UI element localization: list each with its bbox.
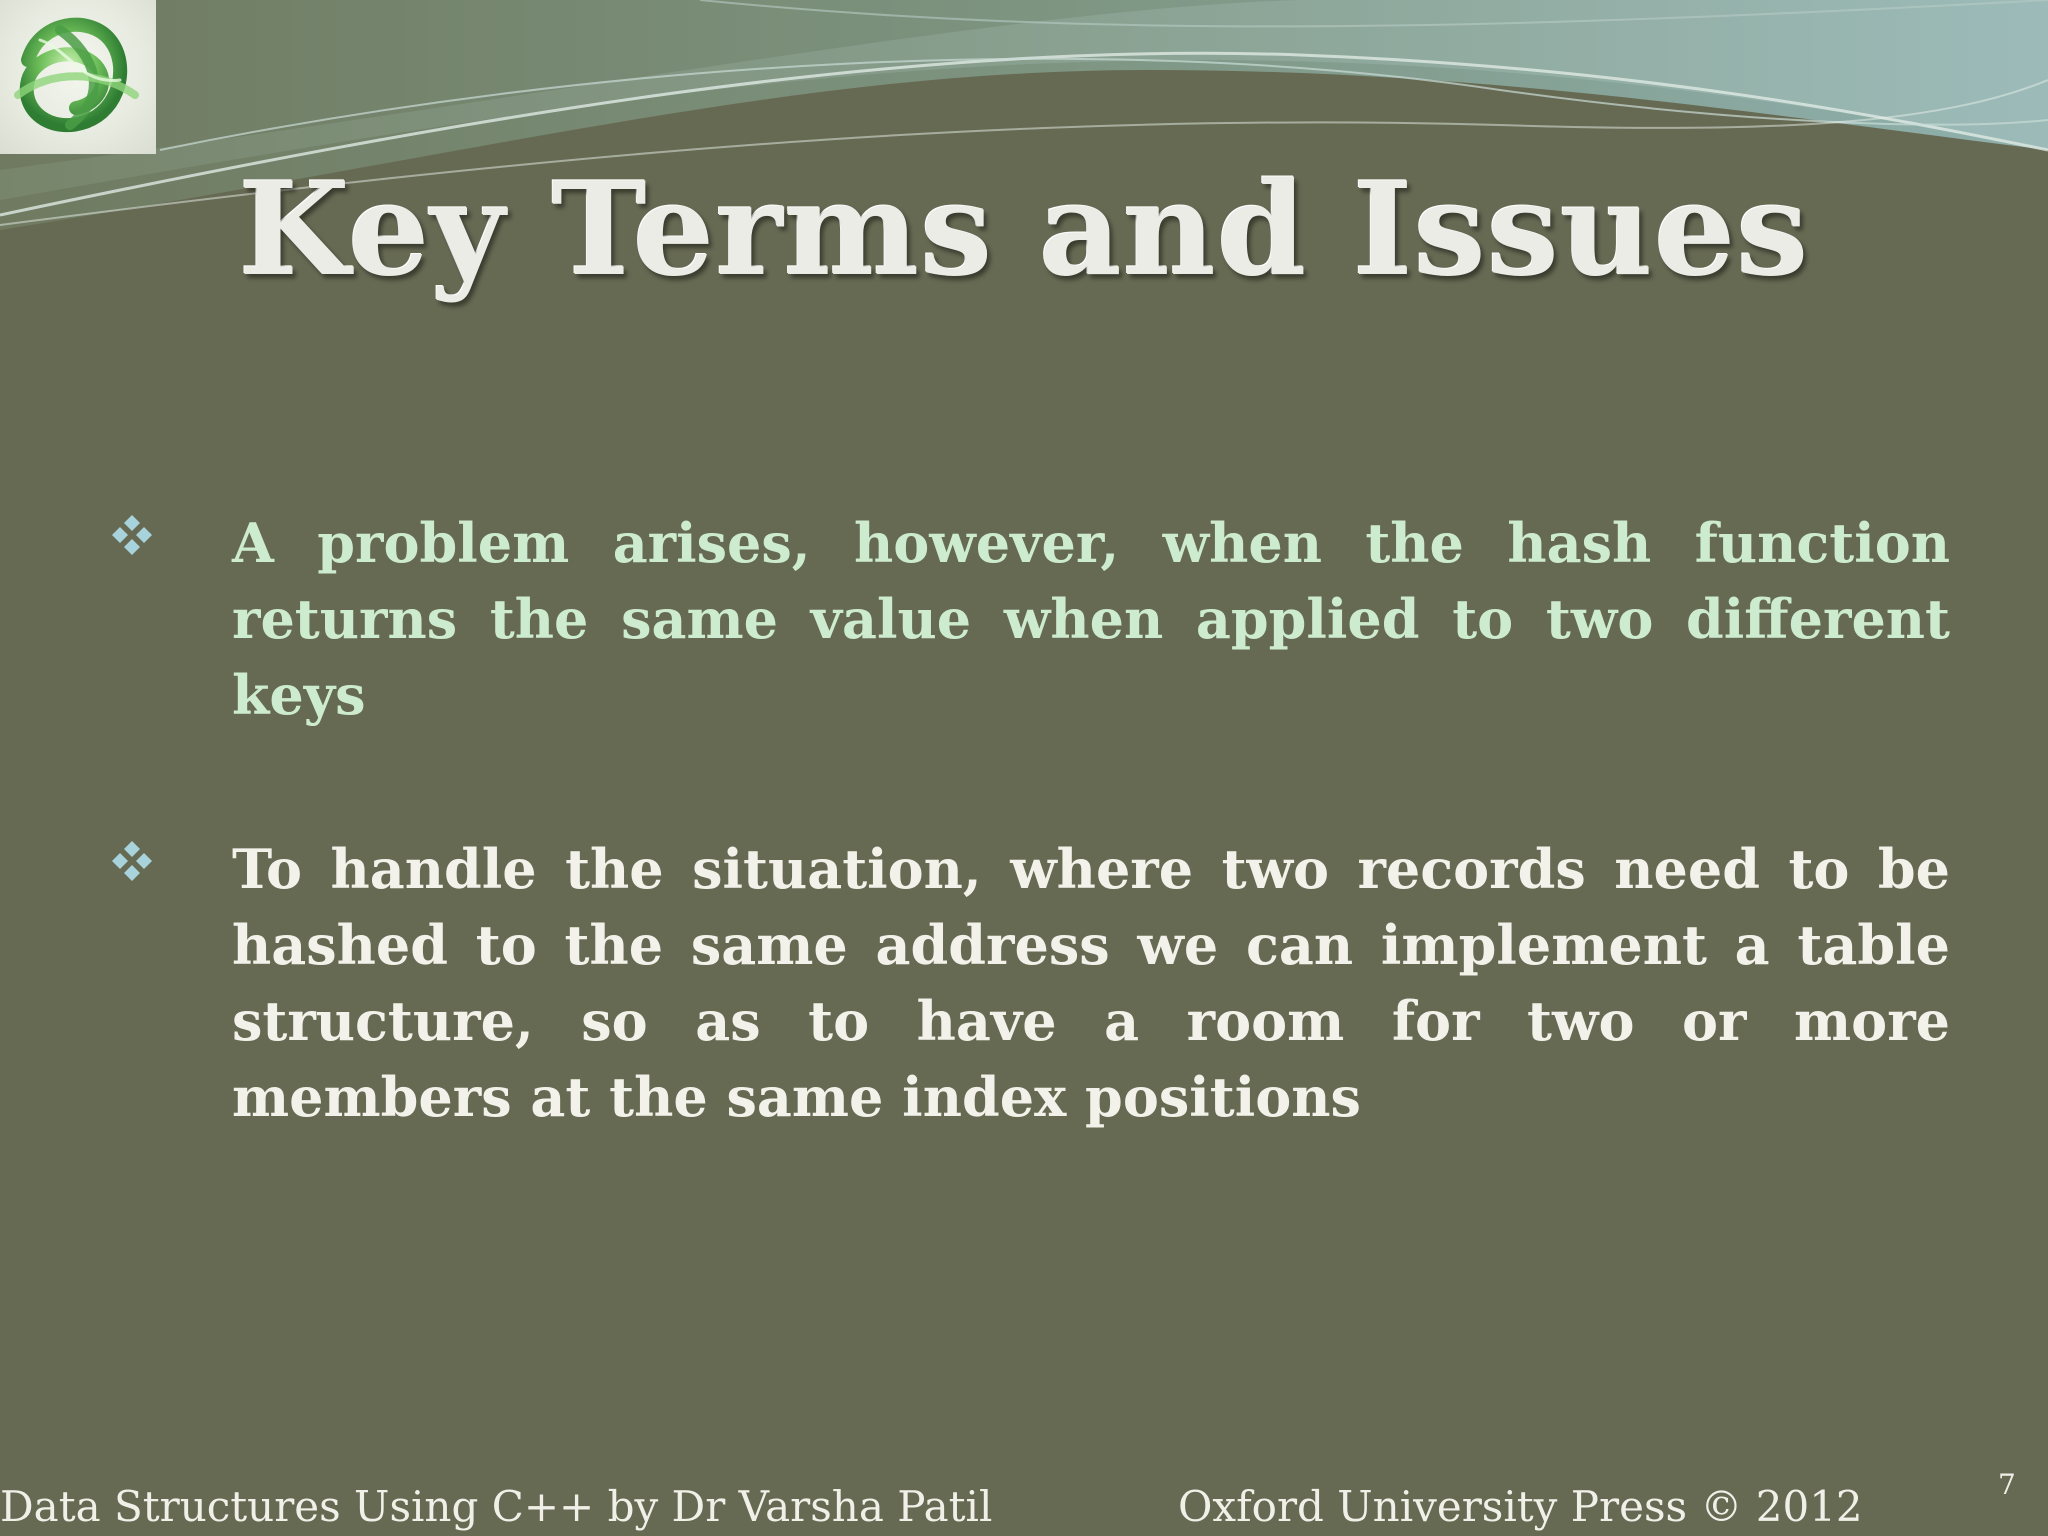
diamond-four-petal-bullet-icon — [110, 513, 154, 557]
bullet-item — [110, 831, 1950, 1135]
footer-book-title: Data Structures Using C++ by Dr Varsha Patil — [0, 1482, 993, 1531]
bullet-list — [110, 505, 1950, 1233]
diamond-four-petal-bullet-icon — [110, 839, 154, 883]
bullet-item — [110, 505, 1950, 733]
green-glass-knot-logo-icon — [0, 0, 156, 154]
bullet-text: A problem arises, however, when the hash function returns the same value when applied to two different keys — [232, 511, 1950, 727]
slide-title: Key Terms and Issues — [238, 155, 1810, 305]
bullet-text: To handle the situation, where two records need to be hashed to the same address we can implement a table structure, so as to have a room for two or more members at the same index positions — [232, 837, 1950, 1129]
footer-publisher: Oxford University Press © 2012 — [1178, 1482, 1863, 1531]
page-number: 7 — [1998, 1468, 2016, 1501]
